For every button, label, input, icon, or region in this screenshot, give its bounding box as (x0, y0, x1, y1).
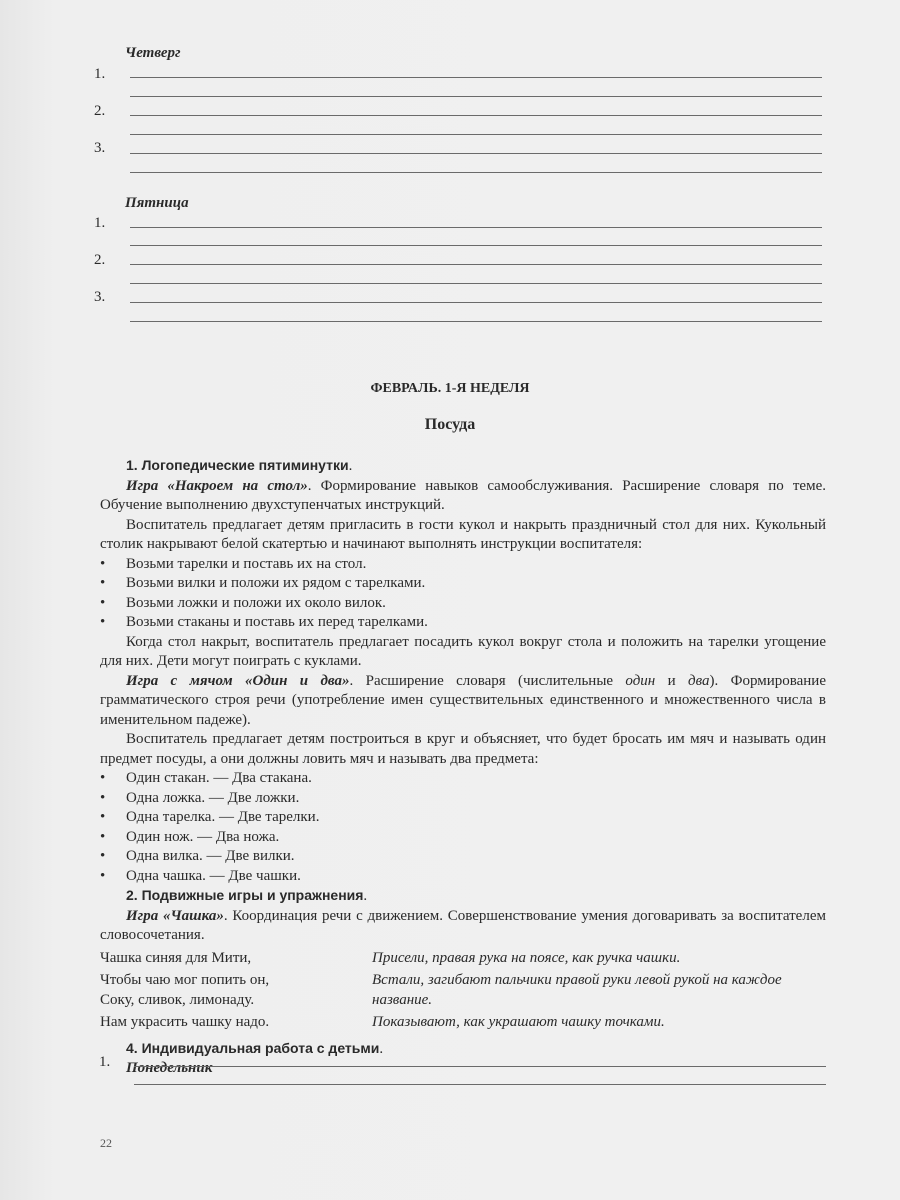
item-number: 3. (94, 289, 106, 305)
list-item: • Возьми ложки и положи их около вилок. (100, 594, 826, 614)
game-1-paragraph-2: Когда стол накрыт, воспитатель предлагает посадить кукол вокруг стола и положить на тарелки угощение для них. Дети могут поиграть с куклами. (100, 633, 826, 669)
writing-line[interactable] (130, 245, 822, 246)
writing-line[interactable] (134, 1066, 826, 1067)
writing-line[interactable] (130, 264, 822, 265)
poem-line: Нам украсить чашку надо. (100, 1014, 270, 1030)
game-2-paragraph: Воспитатель предлагает детям построиться в круг и объясняет, что будет бросать им мяч и называть один предмет посуды, а они должны ловить мяч и называть два предмета: (100, 731, 826, 767)
poem-table (100, 949, 826, 1033)
list-item: • Возьми вилки и положи их рядом с тарелками. (100, 574, 826, 594)
writing-line[interactable] (130, 321, 822, 322)
list-item: • Одна вилка. — Две вилки. (100, 847, 826, 867)
list-item: • Одна чашка. — Две чашки. (100, 867, 826, 887)
poem-row (100, 1013, 826, 1033)
writing-line[interactable] (130, 283, 822, 284)
list-item: • Один стакан. — Два стакана. (100, 769, 826, 789)
poem-row (100, 949, 826, 969)
game-1-name: Игра «Накроем на стол» (126, 477, 308, 494)
content-body (100, 456, 826, 1079)
writing-line[interactable] (130, 134, 822, 135)
list-item: • Возьми стаканы и поставь их перед тарелками. (100, 613, 826, 633)
section-1-heading: 1. Логопедические пятиминутки. (126, 457, 353, 474)
day-title-thursday: Четверг (125, 45, 181, 61)
writing-line[interactable] (130, 172, 822, 173)
game-2-pairs (100, 769, 826, 886)
writing-line[interactable] (134, 1084, 826, 1085)
item-number: 3. (94, 140, 106, 156)
item-number: 1. (94, 215, 106, 231)
poem-line: Чашка синяя для Мити, (100, 949, 252, 966)
week-header: ФЕВРАЛЬ. 1-Я НЕДЕЛЯ (370, 381, 530, 396)
item-number: 2. (94, 252, 106, 268)
list-item: • Одна ложка. — Две ложки. (100, 789, 826, 809)
poem-action: Присели, правая рука на поясе, как ручка чашки. (372, 949, 681, 966)
game-1-instructions (100, 555, 826, 633)
poem-row (100, 971, 826, 1010)
item-number: 2. (94, 103, 106, 119)
list-item: • Возьми тарелки и поставь их на стол. (100, 555, 826, 575)
section-2-heading: 2. Подвижные игры и упражнения. (126, 887, 368, 904)
list-item: • Одна тарелка. — Две тарелки. (100, 808, 826, 828)
poem-line: Чтобы чаю мог попить он, Соку, сливок, лимонаду. (100, 972, 270, 1008)
writing-line[interactable] (130, 153, 822, 154)
writing-line[interactable] (130, 302, 822, 303)
list-item: • Один нож. — Два ножа. (100, 828, 826, 848)
section-4-heading: 4. Индивидуальная работа с детьми. (126, 1039, 384, 1057)
writing-line[interactable] (130, 77, 822, 78)
game-3-intro: Игра «Чашка». Координация речи с движением. Совершенствование умения договаривать за воспитателем словосочетания. (100, 907, 826, 943)
writing-line[interactable] (130, 115, 822, 116)
writing-line[interactable] (130, 96, 822, 97)
poem-action: Показывают, как украшают чашку точками. (372, 1014, 665, 1030)
game-1-paragraph: Воспитатель предлагает детям пригласить в гости кукол и накрыть праздничный стол для них. Кукольный столик накрывают белой скатертью и начинают выполнять инструкции воспитателя: (100, 516, 826, 552)
game-2-name: Игра с мячом «Один и два» (126, 672, 350, 689)
poem-action: Встали, загибают пальчики правой руки левой рукой на каждое название. (372, 972, 782, 1008)
topic-title: Посуда (424, 416, 476, 433)
item-number: 1. (94, 66, 106, 82)
day-title-friday: Пятница (125, 195, 189, 211)
game-1-intro: Игра «Накроем на стол». Формирование навыков самообслуживания. Расширение словаря по теме. Обучение выполнению двухступенчатых инструкций. (100, 477, 826, 513)
page-number: 22 (100, 1136, 112, 1150)
writing-line[interactable] (130, 227, 822, 228)
item-number: 1. (99, 1054, 111, 1070)
section-4-day: Понедельник (126, 1060, 213, 1076)
game-2-intro: Игра с мячом «Один и два». Расширение словаря (числительные один и два). Формирование грамматического строя речи (употребление имен существительных единственного и множественного числа в именительном падеже). (100, 672, 826, 728)
game-3-name: Игра «Чашка» (126, 907, 224, 924)
